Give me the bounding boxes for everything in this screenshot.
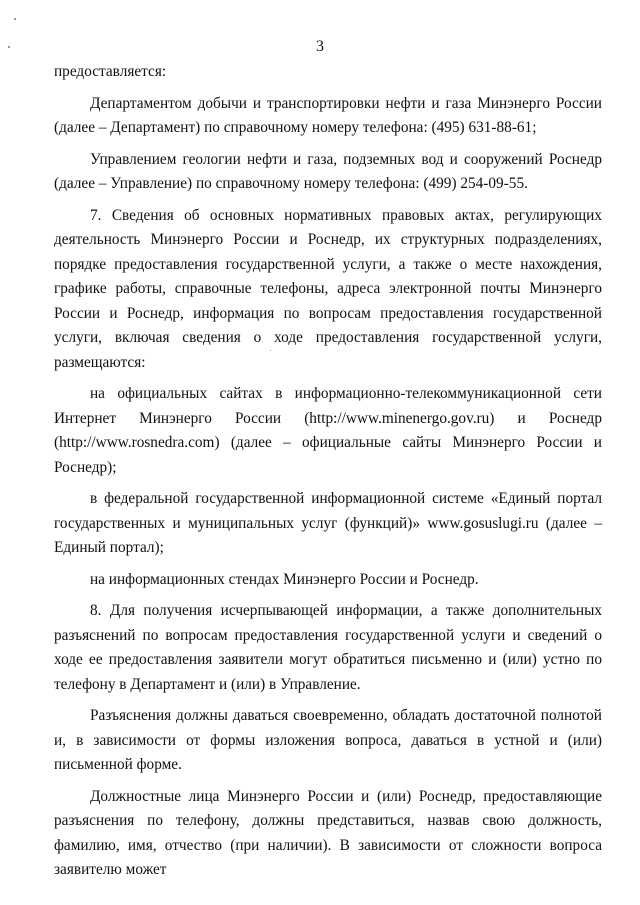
paragraph-officials-phone: Должностные лица Минэнерго России и (или) Роснедр, предоставляющие разъяснения по телефону, должны представиться, назвав свою должность, фамилию, имя, отчество (при наличии). В зависимости от сложности вопроса заявителю может: [54, 787, 602, 878]
scan-speck: [270, 350, 271, 351]
paragraph-unified-portal: в федеральной государственной информационной системе «Единый портал государственных и муниципальных услуг (функций)» www.gosuslugi.ru (далее – Единый портал);: [54, 490, 602, 556]
paragraph-continuation: предоставляется:: [54, 63, 167, 80]
paragraph-item-7: 7. Сведения об основных нормативных правовых актах, регулирующих деятельность Минэнерго России и Роснедр, их структурных подразделениях, порядке предоставления государственной услуги, а также о месте нахождения, графике работы, справочные телефоны, адреса электронной почты Минэнерго России и Роснедр, информация по вопросам предоставления государственной услуги, включая сведения о ходе предоставления государственной услуги, размещаются:: [54, 206, 602, 371]
paragraph-info-stands: на информационных стендах Минэнерго России и Роснедр.: [90, 570, 479, 588]
paragraph-official-sites: на официальных сайтах в информационно-телекоммуникационной сети Интернет Минэнерго России (http://www.minenergo.gov.ru) и Роснедр (http://www.rosnedra.com) (далее – официальные сайты Минэнерго России и Роснедр);: [54, 385, 602, 476]
page-number: 3: [316, 38, 324, 55]
document-body: [54, 60, 602, 890]
scan-speck: [8, 46, 10, 48]
paragraph-clarifications: Разъяснения должны даваться своевременно, обладать достаточной полнотой и, в зависимости от формы изложения вопроса, даваться в устной и (или) письменной форме.: [54, 707, 602, 773]
paragraph-department-contact: Департаментом добычи и транспортировки нефти и газа Минэнерго России (далее – Департамент) по справочному номеру телефона: (495) 631-88-61;: [54, 94, 602, 136]
paragraph-directorate-contact: Управлением геологии нефти и газа, подземных вод и сооружений Роснедр (далее – Управление) по справочному номеру телефона: (499) 254-09-55.: [54, 150, 602, 192]
paragraph-item-8: 8. Для получения исчерпывающей информации, а также дополнительных разъяснений по вопросам предоставления государственной услуги и сведений о ходе ее предоставления заявители могут обратиться письменно и (или) устно по телефону в Департамент и (или) в Управление.: [54, 602, 602, 693]
scan-speck: [14, 18, 16, 20]
